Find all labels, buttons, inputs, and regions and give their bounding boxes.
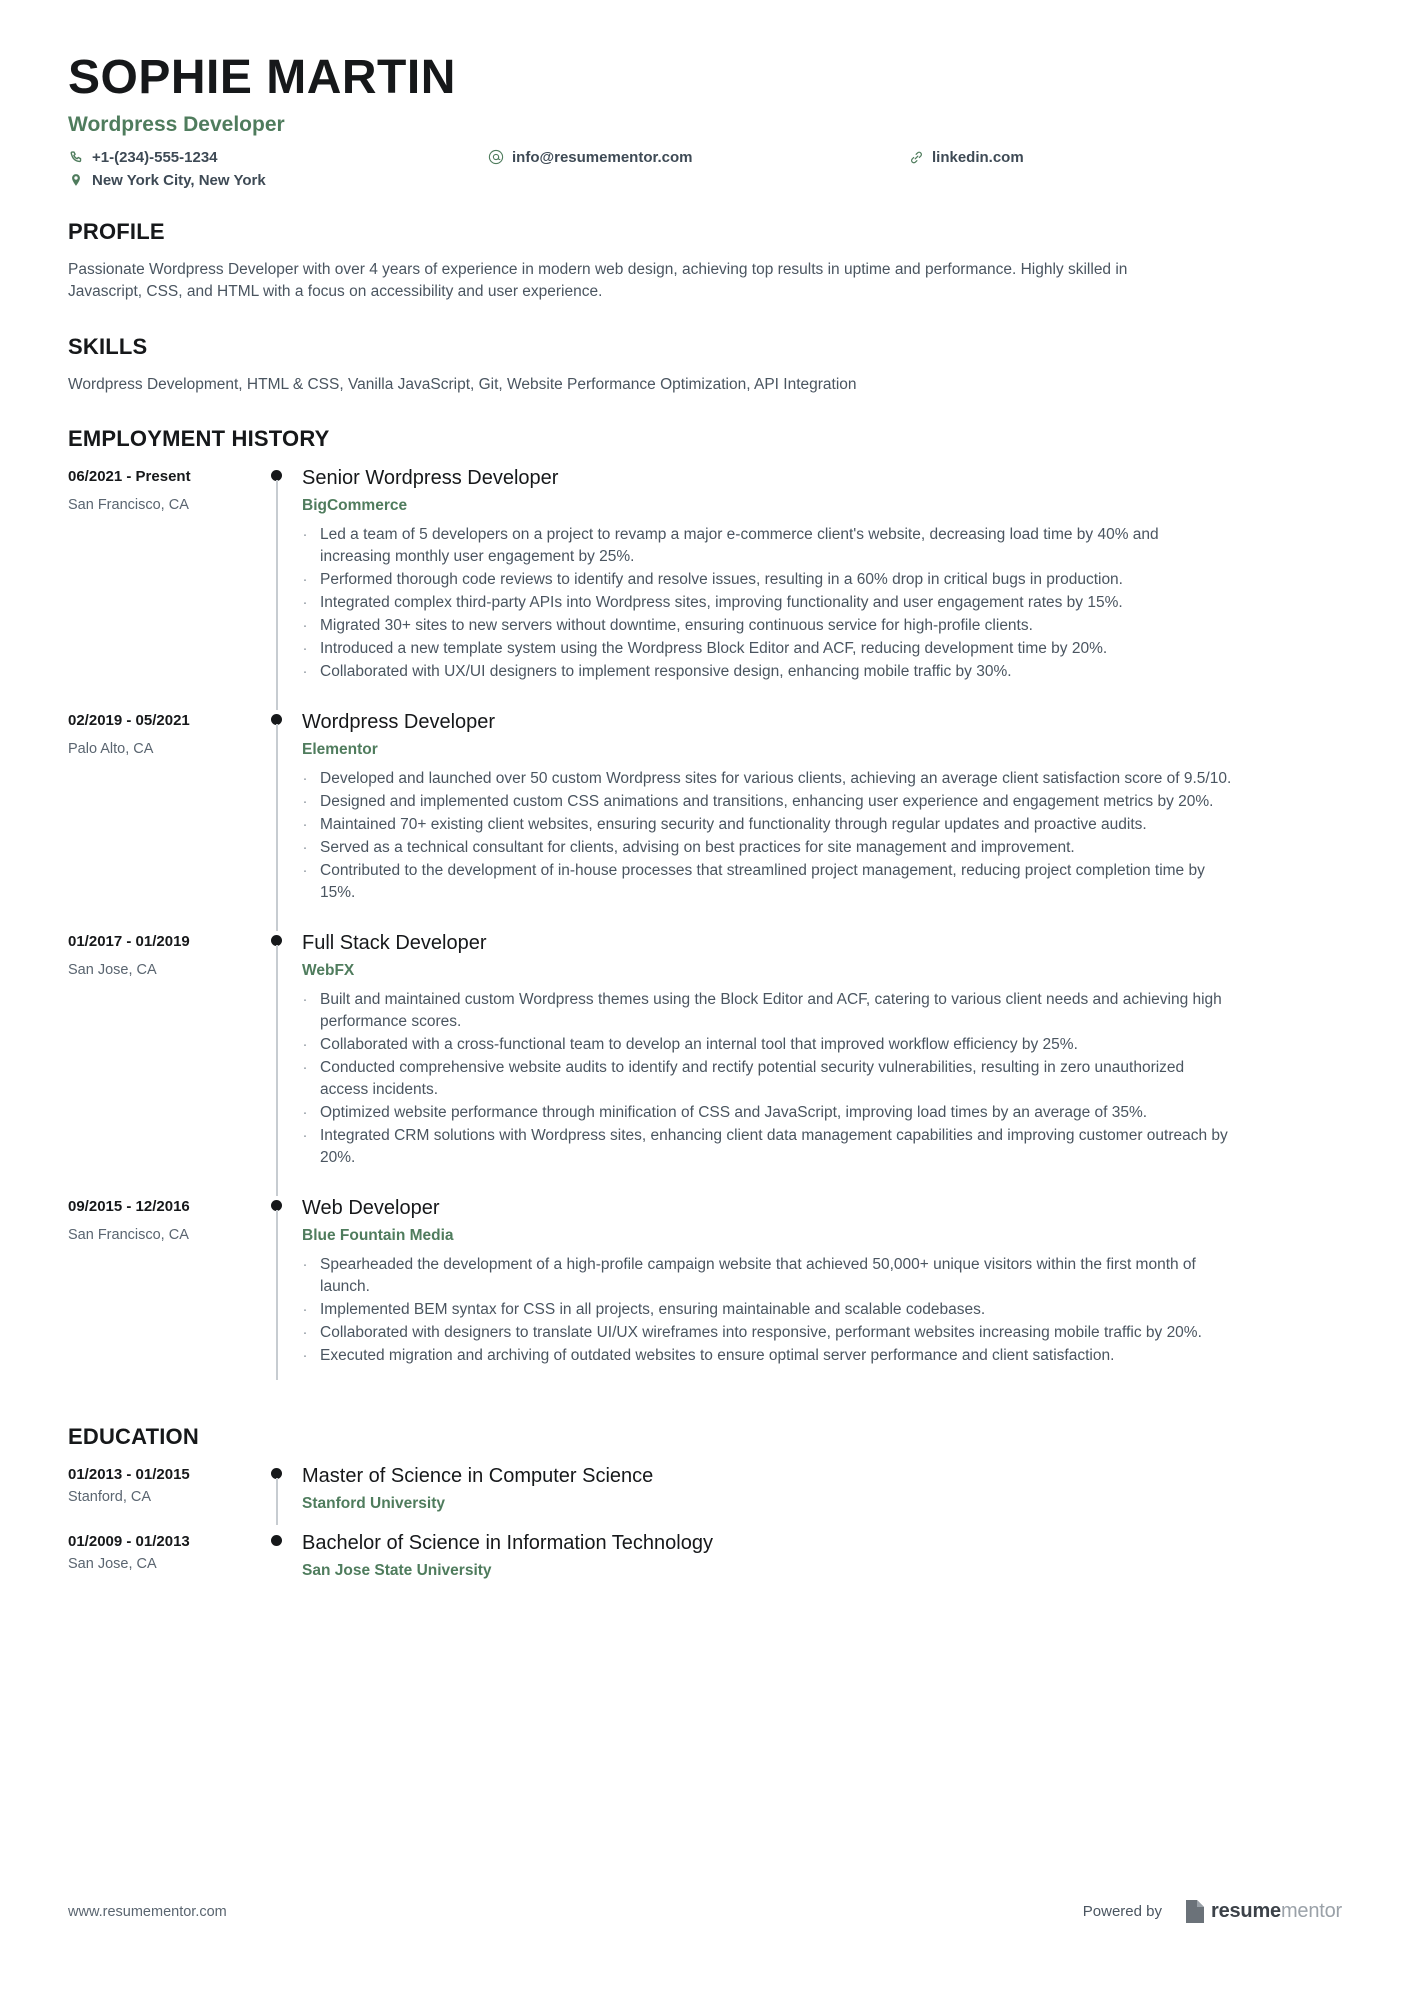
- employment-bullet: [302, 989, 1232, 1033]
- education-entry-body: [302, 1531, 1342, 1598]
- brand-name-primary: resume: [1211, 1900, 1281, 1922]
- education-section-title: EDUCATION: [68, 1424, 199, 1450]
- employment-bullet: [302, 1345, 1232, 1367]
- timeline-rail: [258, 710, 302, 931]
- bullet-marker-icon: ·: [302, 770, 308, 788]
- timeline-line: [276, 1478, 278, 1525]
- employment-bullet: [302, 1299, 1232, 1321]
- bullet-marker-icon: ·: [302, 1104, 308, 1122]
- employment-entry-dates: 01/2017 - 01/2019: [68, 933, 190, 951]
- bullet-marker-icon: ·: [302, 663, 308, 681]
- employment-entry-body: [302, 710, 1342, 931]
- employment-section-title: EMPLOYMENT HISTORY: [68, 426, 330, 452]
- folded-page-icon: [1184, 1900, 1204, 1923]
- employment-bullet: [302, 615, 1232, 637]
- education-entry-degree: Bachelor of Science in Information Technology: [302, 1532, 713, 1555]
- education-entry-meta: [68, 1531, 258, 1598]
- employment-bullet: [302, 860, 1232, 904]
- bullet-marker-icon: ·: [302, 862, 308, 880]
- employment-bullet-text: Migrated 30+ sites to new servers without downtime, ensuring continuous service for high-profile clients.: [320, 617, 1033, 635]
- education-entry-school: San Jose State University: [302, 1562, 492, 1580]
- contact-link-value: linkedin.com: [932, 148, 1024, 166]
- employment-bullet: [302, 569, 1232, 591]
- bullet-marker-icon: ·: [302, 1301, 308, 1319]
- employment-bullet-text: Implemented BEM syntax for CSS in all projects, ensuring maintainable and scalable codebases.: [320, 1301, 986, 1319]
- employment-bullet-text: Maintained 70+ existing client websites, ensuring security and functionality through regular updates and proactive audits.: [320, 816, 1147, 834]
- employment-entry-meta: [68, 931, 258, 1196]
- bullet-marker-icon: ·: [302, 1127, 308, 1145]
- employment-entry-role: Wordpress Developer: [302, 711, 496, 734]
- timeline-rail: [258, 466, 302, 710]
- employment-entry-meta: [68, 1196, 258, 1394]
- employment-bullet: [302, 592, 1232, 614]
- employment-entry-body: [302, 1196, 1342, 1394]
- employment-bullet-text: Collaborated with designers to translate UI/UX wireframes into responsive, performant websites increasing mobile traffic by 20%.: [320, 1324, 1202, 1342]
- contact-info: [68, 149, 1342, 189]
- bullet-marker-icon: ·: [302, 526, 308, 544]
- education-entry-dates: 01/2009 - 01/2013: [68, 1533, 190, 1551]
- contact-phone-value: +1-(234)-555-1234: [92, 148, 218, 166]
- bullet-marker-icon: ·: [302, 1256, 308, 1274]
- timeline-rail: [258, 931, 302, 1196]
- employment-bullet-text: Designed and implemented custom CSS animations and transitions, enhancing user experience and engagement metrics by 20%.: [320, 793, 1214, 811]
- bullet-marker-icon: ·: [302, 816, 308, 834]
- location-pin-icon: [68, 172, 84, 188]
- bullet-marker-icon: ·: [302, 1347, 308, 1365]
- contact-location-value: New York City, New York: [92, 171, 266, 189]
- employment-bullet-text: Built and maintained custom Wordpress themes using the Block Editor and ACF, catering to various client needs and achieving high performance scores.: [320, 991, 1222, 1031]
- employment-entry-location: San Francisco, CA: [68, 1227, 189, 1244]
- powered-by-label: Powered by: [1082, 1903, 1162, 1920]
- employment-bullet-list: [302, 524, 1342, 683]
- employment-bullet-text: Executed migration and archiving of outdated websites to ensure optimal server performance and client satisfaction.: [320, 1347, 1115, 1365]
- education-section: [68, 1424, 1342, 1598]
- employment-entry-dates: 02/2019 - 05/2021: [68, 712, 190, 730]
- employment-entry-list: [68, 466, 1342, 1394]
- timeline-line: [276, 945, 278, 1196]
- employment-bullet: [302, 1322, 1232, 1344]
- employment-bullet: [302, 1057, 1232, 1101]
- employment-bullet-text: Optimized website performance through minification of CSS and JavaScript, improving load times by an average of 35%.: [320, 1104, 1148, 1122]
- education-entry-meta: [68, 1464, 258, 1531]
- education-entry: [68, 1464, 1342, 1531]
- link-icon: [908, 149, 924, 165]
- employment-bullet-list: [302, 989, 1342, 1169]
- footer-url[interactable]: www.resumementor.com: [68, 1903, 227, 1920]
- employment-bullet-text: Spearheaded the development of a high-profile campaign website that achieved 50,000+ unique visitors within the first month of launch.: [320, 1256, 1196, 1296]
- page-footer: [68, 1900, 1342, 1923]
- employment-bullet: [302, 638, 1232, 660]
- employment-bullet: [302, 791, 1232, 813]
- bullet-marker-icon: ·: [302, 571, 308, 589]
- employment-bullet: [302, 524, 1232, 568]
- bullet-marker-icon: ·: [302, 1036, 308, 1054]
- employment-entry-location: San Jose, CA: [68, 962, 157, 979]
- employment-entry-dates: 09/2015 - 12/2016: [68, 1198, 190, 1216]
- employment-entry-company: BigCommerce: [302, 497, 408, 515]
- employment-bullet: [302, 1102, 1232, 1124]
- employment-bullet-text: Led a team of 5 developers on a project to revamp a major e-commerce client's website, decreasing load time by 40% and increasing monthly user engagement by 25%.: [320, 526, 1159, 566]
- employment-bullet-text: Collaborated with a cross-functional team to develop an internal tool that improved workflow efficiency by 25%.: [320, 1036, 1078, 1054]
- employment-bullet-text: Contributed to the development of in-house processes that streamlined project management, reducing project completion time by 15%.: [320, 862, 1205, 902]
- employment-entry-meta: [68, 466, 258, 710]
- employment-bullet: [302, 1034, 1232, 1056]
- employment-bullet-list: [302, 1254, 1342, 1367]
- employment-entry-dates: 06/2021 - Present: [68, 468, 191, 486]
- employment-entry-role: Web Developer: [302, 1197, 440, 1220]
- employment-section: [68, 426, 1342, 1394]
- education-entry-location: Stanford, CA: [68, 1489, 152, 1506]
- employment-entry: [68, 710, 1342, 931]
- bullet-marker-icon: ·: [302, 839, 308, 857]
- brand-name-secondary: mentor: [1280, 1900, 1342, 1922]
- employment-entry-company: Elementor: [302, 741, 378, 759]
- timeline-rail: [258, 1531, 302, 1598]
- timeline-line: [276, 724, 278, 931]
- timeline-dot: [271, 1535, 282, 1546]
- resumementor-logo: [1184, 1900, 1342, 1923]
- contact-email: [488, 149, 908, 166]
- employment-entry: [68, 466, 1342, 710]
- employment-entry-body: [302, 466, 1342, 710]
- employment-bullet: [302, 661, 1232, 683]
- timeline-line: [276, 1210, 278, 1380]
- bullet-marker-icon: ·: [302, 1324, 308, 1342]
- bullet-marker-icon: ·: [302, 1059, 308, 1077]
- employment-entry-company: Blue Fountain Media: [302, 1227, 454, 1245]
- education-entry: [68, 1531, 1342, 1598]
- bullet-marker-icon: ·: [302, 594, 308, 612]
- education-entry-list: [68, 1464, 1342, 1598]
- timeline-rail: [258, 1464, 302, 1531]
- employment-entry-role: Senior Wordpress Developer: [302, 467, 559, 490]
- timeline-rail: [258, 1196, 302, 1394]
- footer-branding: [1083, 1900, 1342, 1923]
- education-entry-body: [302, 1464, 1342, 1531]
- employment-bullet-text: Developed and launched over 50 custom Wordpress sites for various clients, achieving an average client satisfaction score of 9.5/10.: [320, 770, 1232, 788]
- profile-section-title: PROFILE: [68, 218, 165, 244]
- employment-bullet-list: [302, 768, 1342, 904]
- contact-phone: [68, 149, 488, 166]
- skills-text: Wordpress Development, HTML & CSS, Vanilla JavaScript, Git, Website Performance Optimization, API Integration: [68, 375, 857, 393]
- bullet-marker-icon: ·: [302, 793, 308, 811]
- bullet-marker-icon: ·: [302, 991, 308, 1009]
- contact-email-value: info@resumementor.com: [512, 148, 693, 166]
- employment-bullet-text: Served as a technical consultant for clients, advising on best practices for site management and improvement.: [320, 839, 1075, 857]
- employment-bullet-text: Introduced a new template system using the Wordpress Block Editor and ACF, reducing development time by 20%.: [320, 640, 1108, 658]
- employment-bullet-text: Integrated complex third-party APIs into Wordpress sites, improving functionality and user engagement rates by 15%.: [320, 594, 1123, 612]
- profile-text: Passionate Wordpress Developer with over 4 years of experience in modern web design, achieving top results in uptime and performance. Highly skilled in Javascript, CSS, and HTML with a focus on accessibility and user experience.: [68, 260, 1128, 301]
- contact-link: [908, 149, 1342, 166]
- resume-header: [68, 52, 1342, 189]
- timeline-line: [276, 480, 278, 710]
- phone-icon: [68, 149, 84, 165]
- page-title: SOPHIE MARTIN: [68, 51, 456, 104]
- profile-section: [68, 219, 1342, 304]
- employment-entry-company: WebFX: [302, 962, 355, 980]
- education-entry-degree: Master of Science in Computer Science: [302, 1465, 654, 1488]
- employment-bullet: [302, 1125, 1232, 1169]
- bullet-marker-icon: ·: [302, 640, 308, 658]
- employment-entry-location: San Francisco, CA: [68, 497, 189, 514]
- education-entry-school: Stanford University: [302, 1495, 445, 1513]
- employment-bullet: [302, 1254, 1232, 1298]
- employment-bullet: [302, 768, 1232, 790]
- contact-location: [68, 172, 488, 189]
- employment-entry-role: Full Stack Developer: [302, 932, 487, 955]
- skills-section-title: SKILLS: [68, 333, 148, 359]
- employment-bullet: [302, 837, 1232, 859]
- employment-bullet-text: Conducted comprehensive website audits to identify and rectify potential security vulnerabilities, resulting in zero unauthorized access incidents.: [320, 1059, 1185, 1099]
- email-icon: [488, 149, 504, 165]
- employment-bullet-text: Performed thorough code reviews to identify and resolve issues, resulting in a 60% drop in critical bugs in production.: [320, 571, 1123, 589]
- header-job-title: Wordpress Developer: [68, 112, 285, 136]
- bullet-marker-icon: ·: [302, 617, 308, 635]
- employment-entry-location: Palo Alto, CA: [68, 741, 154, 758]
- education-entry-location: San Jose, CA: [68, 1556, 157, 1573]
- employment-bullet-text: Collaborated with UX/UI designers to implement responsive design, enhancing mobile traffic by 30%.: [320, 663, 1012, 681]
- employment-entry-meta: [68, 710, 258, 931]
- employment-entry: [68, 931, 1342, 1196]
- education-entry-dates: 01/2013 - 01/2015: [68, 1466, 190, 1484]
- employment-bullet: [302, 814, 1232, 836]
- skills-section: [68, 334, 1342, 396]
- employment-bullet-text: Integrated CRM solutions with Wordpress sites, enhancing client data management capabilities and improving customer outreach by 20%.: [320, 1127, 1228, 1167]
- employment-entry-body: [302, 931, 1342, 1196]
- employment-entry: [68, 1196, 1342, 1394]
